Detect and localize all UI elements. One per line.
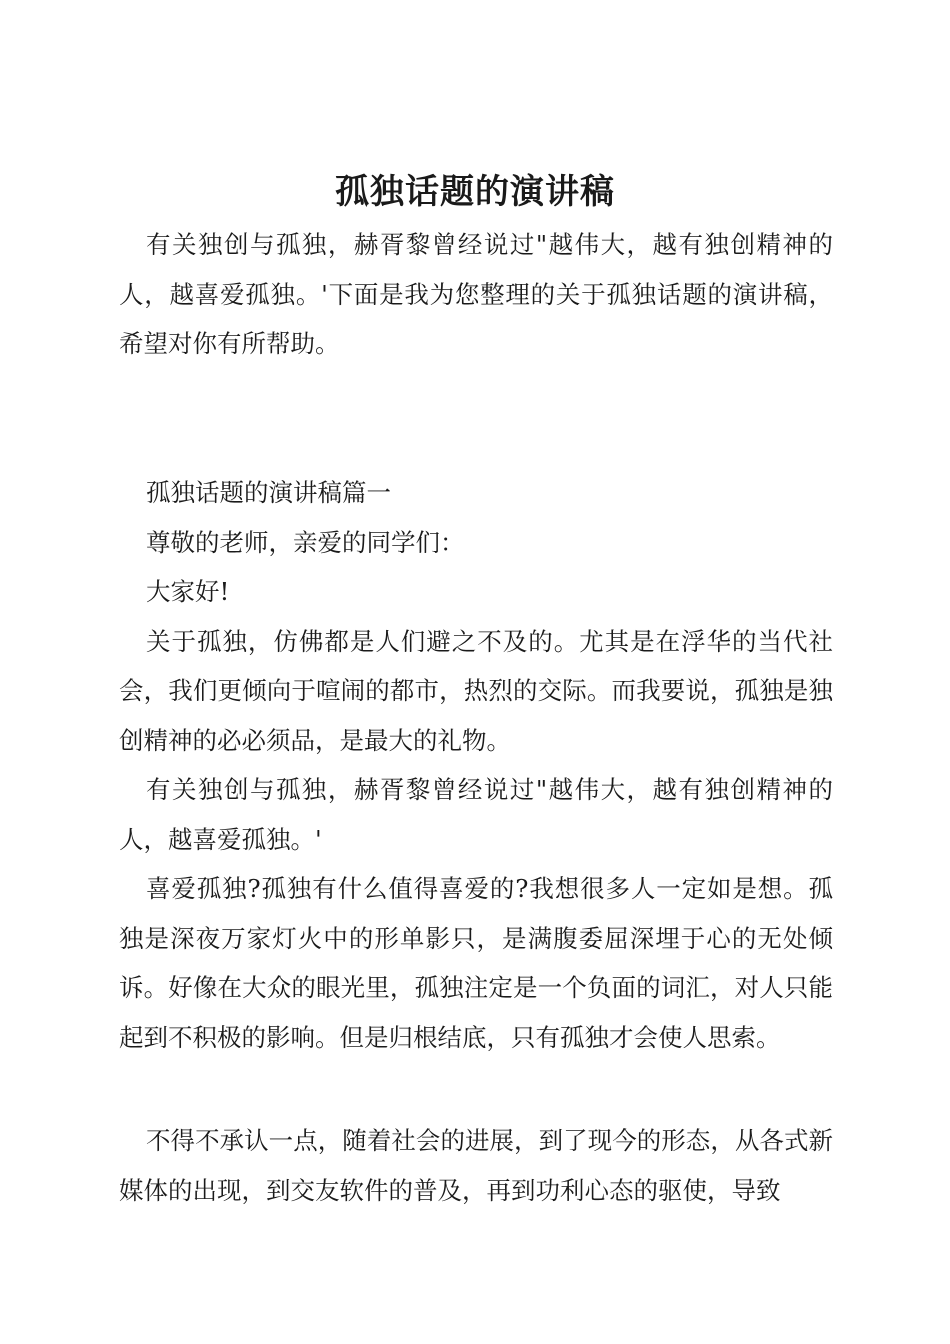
section-heading: 孤独话题的演讲稿篇一 (146, 478, 391, 507)
closing-paragraph: 不得不承认一点，随着社会的进展，到了现今的形态，从各式新媒体的出现，到交友软件的普及，再到功利心态的驱使，导致 (119, 1126, 833, 1205)
greeting: 大家好! (146, 577, 230, 606)
body-paragraph: 喜爱孤独?孤独有什么值得喜爱的?我想很多人一定如是想。孤独是深夜万家灯火中的形单影只，是满腹委屈深埋于心的无处倾诉。好像在大众的眼光里，孤独注定是一个负面的词汇，对人只能起到不积极的影响。但是归根结底，只有孤独才会使人思索。 (119, 874, 833, 1052)
salutation: 尊敬的老师，亲爱的同学们： (146, 527, 465, 557)
intro-paragraph: 有关独创与孤独，赫胥黎曾经说过"越伟大，越有独创精神的人，越喜爱孤独。'下面是我为您整理的关于孤独话题的演讲稿，希望对你有所帮助。 (119, 230, 833, 358)
body-paragraph: 有关独创与孤独，赫胥黎曾经说过"越伟大，越有独创精神的人，越喜爱孤独。' (119, 775, 833, 854)
closing-block (119, 1116, 833, 1215)
intro-block (119, 220, 833, 369)
document-title: 孤独话题的演讲稿 (335, 171, 615, 212)
body-paragraph: 关于孤独，仿佛都是人们避之不及的。尤其是在浮华的当代社会，我们更倾向于喧闹的都市，热烈的交际。而我要说，孤独是独创精神的必必须品，是最大的礼物。 (119, 626, 833, 755)
speech-section (119, 468, 833, 1062)
